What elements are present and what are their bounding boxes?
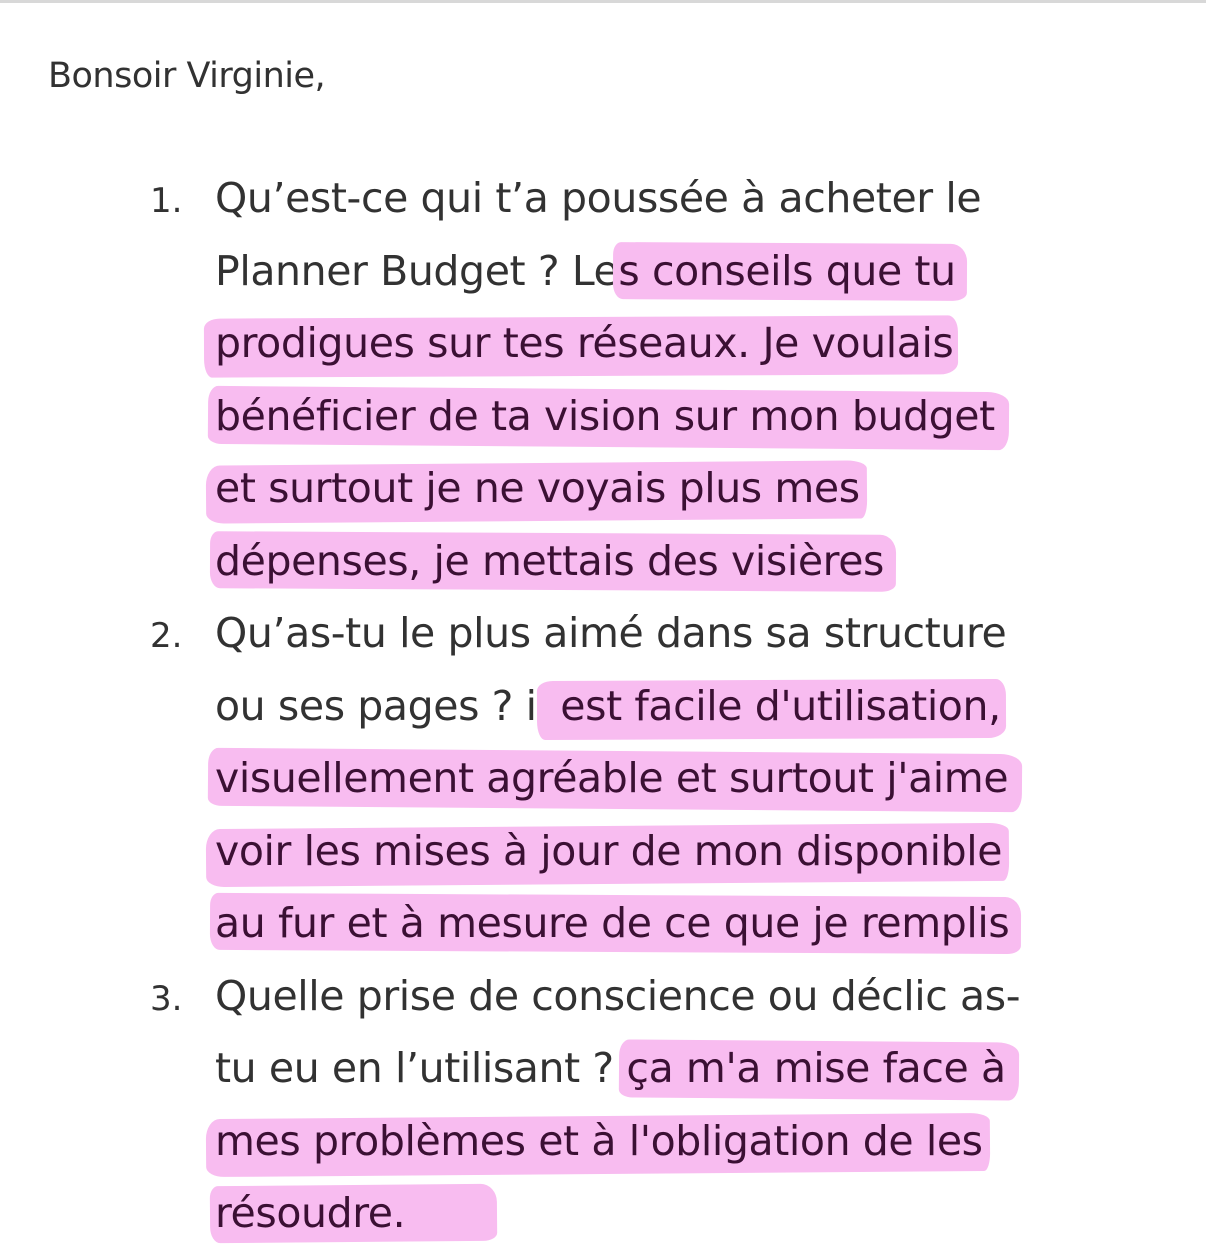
list-item-number: 3. — [150, 978, 183, 1019]
list-item-lines — [215, 162, 1160, 597]
highlighted-text: bénéficier de ta vision sur mon budget — [215, 391, 995, 440]
list-line — [215, 307, 1160, 380]
list-line — [215, 1032, 1160, 1105]
list-item-lines — [215, 960, 1160, 1244]
highlighted-text: ça m'a mise face à — [626, 1044, 1006, 1092]
highlighted-text: mes problèmes et à l'obligation de les — [215, 1116, 983, 1165]
list-line — [215, 960, 1160, 1033]
highlighted-text: visuellement agréable et surtout j'aime — [215, 754, 1009, 802]
highlighted-text: et surtout je ne voyais plus mes — [215, 464, 860, 512]
list-line — [215, 162, 1160, 235]
list-line — [215, 452, 1160, 525]
plain-text: Qu’est-ce qui t’a poussée à acheter le — [215, 174, 982, 222]
greeting-text: Bonsoir Virginie, — [48, 56, 326, 96]
list-item — [150, 162, 1160, 597]
list-line — [215, 815, 1160, 888]
list-item — [150, 597, 1160, 960]
highlighted-text: dépenses, je mettais des visières — [215, 536, 884, 585]
highlighted-text: au fur et à mesure de ce que je remplis — [215, 899, 1010, 947]
list-line — [215, 670, 1160, 743]
qa-list — [150, 162, 1160, 1244]
list-line — [215, 742, 1160, 815]
list-line — [215, 380, 1160, 453]
list-item-number: 1. — [150, 181, 183, 221]
plain-text: Quelle prise de conscience ou déclic as- — [215, 971, 1021, 1020]
highlighted-text: prodigues sur tes réseaux. Je voulais — [215, 319, 954, 367]
plain-text: ou ses pages ? il — [215, 681, 548, 730]
highlighted-text: est facile d'utilisation, — [547, 681, 1001, 730]
list-line — [215, 887, 1160, 960]
list-line — [215, 235, 1160, 308]
plain-text: Qu’as-tu le plus aimé dans sa structure — [215, 609, 1007, 657]
list-line — [215, 1105, 1160, 1178]
list-item — [150, 960, 1160, 1244]
plain-text: Planner Budget ? Le — [215, 246, 619, 295]
list-line — [215, 597, 1160, 670]
highlighted-text: voir les mises à jour de mon disponible — [215, 826, 1003, 875]
list-item-number: 2. — [150, 616, 183, 656]
highlighted-text: résoudre. — [215, 1189, 406, 1237]
highlighted-text: s conseils que tu — [618, 246, 956, 295]
list-line — [215, 525, 1160, 598]
top-divider — [0, 0, 1206, 3]
list-item-lines — [215, 597, 1160, 960]
plain-text: tu eu en l’utilisant ? — [215, 1044, 627, 1092]
list-line — [215, 1177, 1160, 1244]
